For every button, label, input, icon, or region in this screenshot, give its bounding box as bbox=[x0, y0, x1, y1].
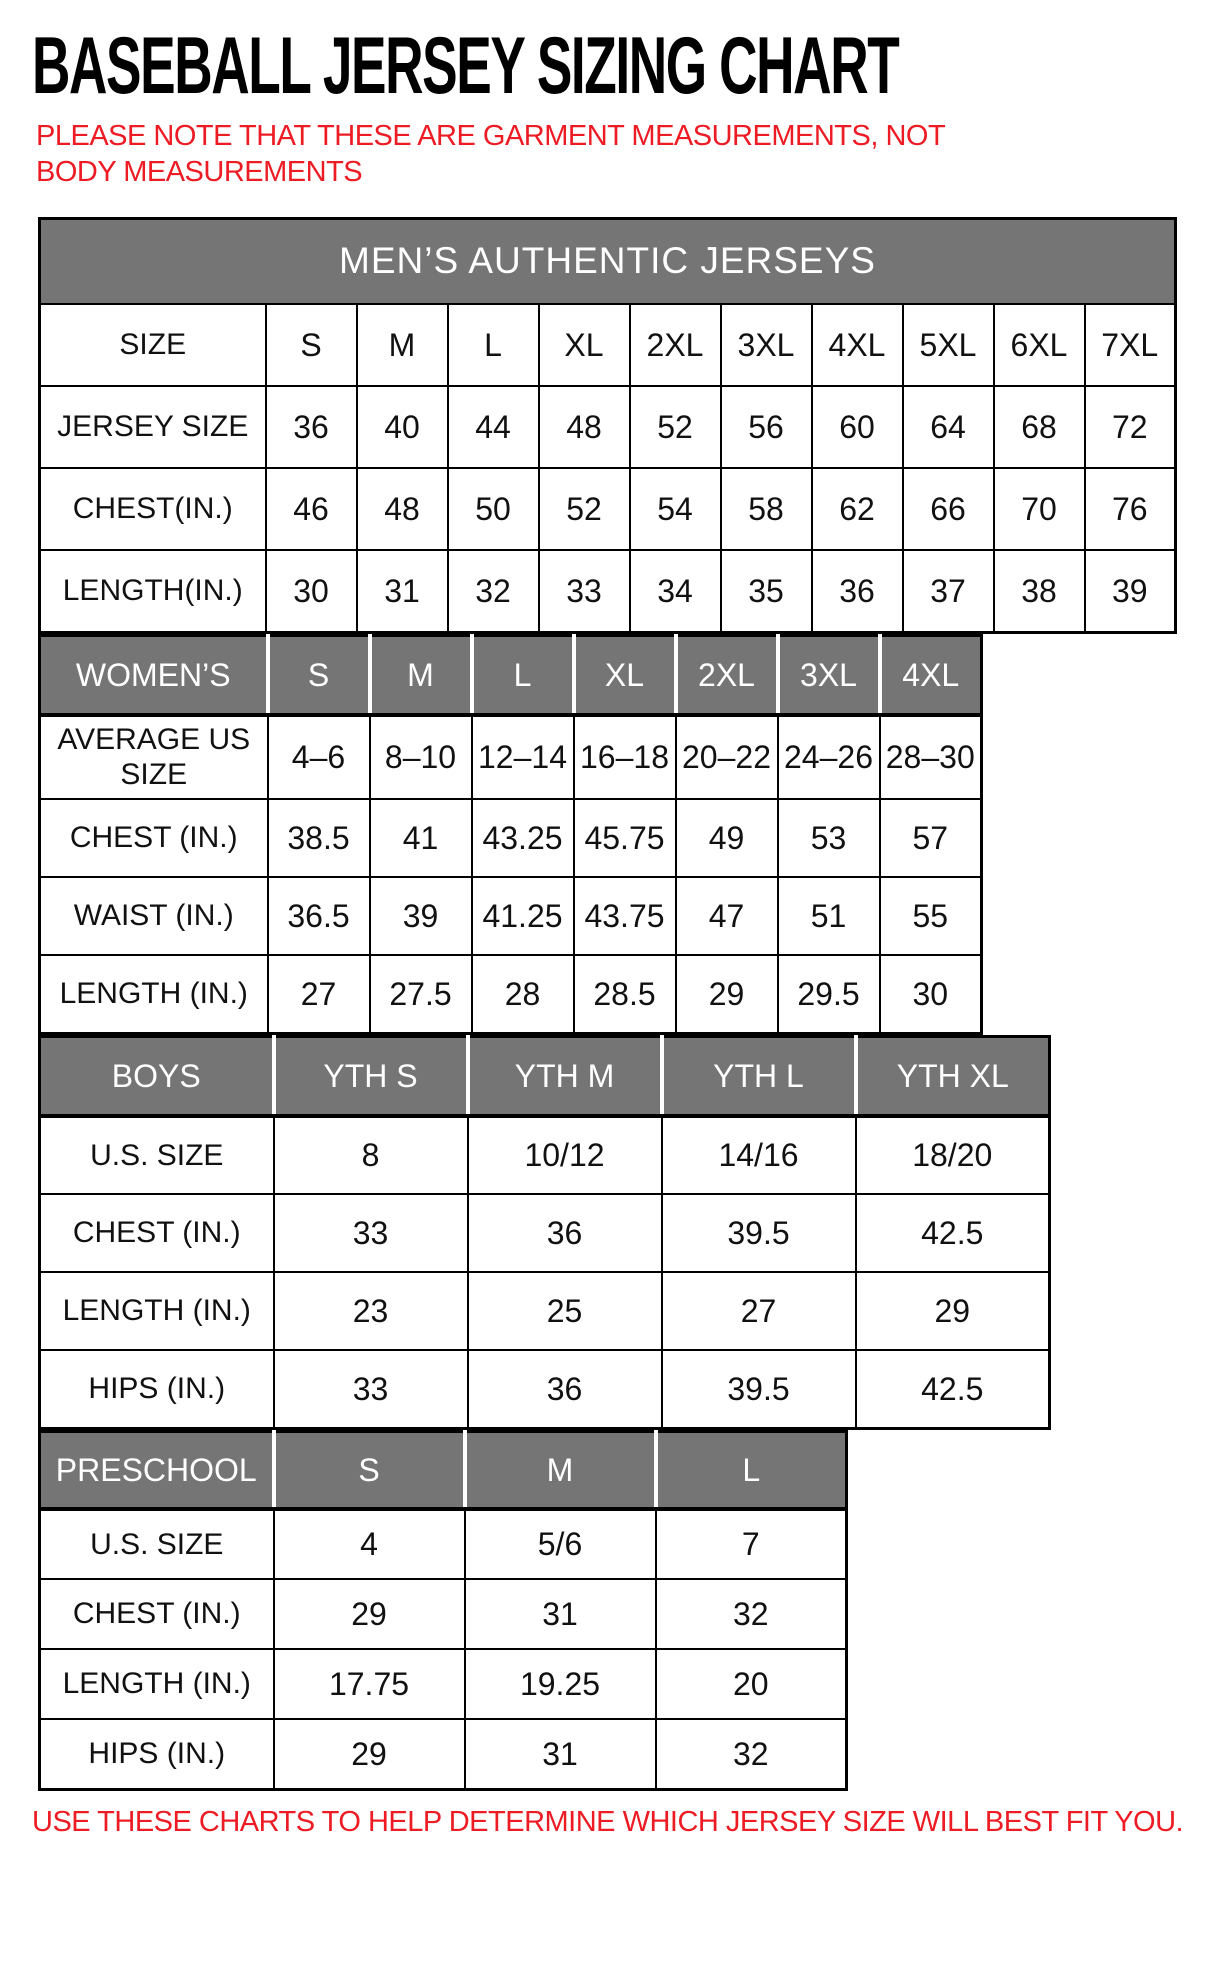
mens-value-cell: 60 bbox=[812, 386, 903, 468]
womens-value-cell: 41.25 bbox=[472, 877, 574, 955]
mens-table-row bbox=[40, 386, 1176, 468]
womens-value-cell: 27.5 bbox=[370, 955, 472, 1033]
mens-row-label: LENGTH(IN.) bbox=[40, 550, 266, 632]
mens-value-cell: 70 bbox=[994, 468, 1085, 550]
boys-value-cell: 8 bbox=[274, 1116, 468, 1194]
womens-value-cell: 57 bbox=[880, 799, 982, 877]
mens-value-cell: 52 bbox=[539, 468, 630, 550]
preschool-value-cell: 19.25 bbox=[465, 1649, 656, 1719]
preschool-size-table bbox=[38, 1430, 848, 1791]
womens-value-cell: 20–22 bbox=[676, 715, 778, 799]
mens-value-cell: 58 bbox=[721, 468, 812, 550]
boys-row-label: HIPS (IN.) bbox=[40, 1350, 274, 1428]
womens-value-cell: 24–26 bbox=[778, 715, 880, 799]
preschool-column-header: S bbox=[274, 1431, 465, 1509]
boys-table-row bbox=[40, 1350, 1050, 1428]
mens-value-cell: 30 bbox=[266, 550, 357, 632]
mens-value-cell: 54 bbox=[630, 468, 721, 550]
womens-value-cell: 28–30 bbox=[880, 715, 982, 799]
womens-column-header: XL bbox=[574, 635, 676, 715]
boys-value-cell: 10/12 bbox=[468, 1116, 662, 1194]
preschool-value-cell: 29 bbox=[274, 1579, 465, 1649]
boys-value-cell: 42.5 bbox=[856, 1350, 1050, 1428]
boys-row-label: CHEST (IN.) bbox=[40, 1194, 274, 1272]
womens-size-table bbox=[38, 634, 983, 1035]
womens-value-cell: 29 bbox=[676, 955, 778, 1033]
boys-value-cell: 29 bbox=[856, 1272, 1050, 1350]
mens-header-label: SIZE bbox=[40, 304, 266, 386]
mens-column-header: XL bbox=[539, 304, 630, 386]
womens-column-header: 4XL bbox=[880, 635, 982, 715]
mens-value-cell: 36 bbox=[266, 386, 357, 468]
page-title: BASEBALL JERSEY SIZING CHART bbox=[32, 20, 899, 111]
womens-table-row bbox=[40, 877, 982, 955]
boys-column-header: YTH M bbox=[468, 1036, 662, 1116]
mens-column-header: 7XL bbox=[1085, 304, 1176, 386]
mens-size-table bbox=[38, 217, 1177, 634]
mens-value-cell: 39 bbox=[1085, 550, 1176, 632]
mens-column-header: M bbox=[357, 304, 448, 386]
mens-table-row bbox=[40, 550, 1176, 632]
mens-value-cell: 32 bbox=[448, 550, 539, 632]
boys-value-cell: 18/20 bbox=[856, 1116, 1050, 1194]
mens-value-cell: 40 bbox=[357, 386, 448, 468]
womens-value-cell: 47 bbox=[676, 877, 778, 955]
size-tables-container bbox=[30, 217, 1192, 1791]
mens-value-cell: 33 bbox=[539, 550, 630, 632]
womens-value-cell: 4–6 bbox=[268, 715, 370, 799]
womens-value-cell: 45.75 bbox=[574, 799, 676, 877]
boys-value-cell: 39.5 bbox=[662, 1350, 856, 1428]
mens-value-cell: 48 bbox=[539, 386, 630, 468]
womens-value-cell: 51 bbox=[778, 877, 880, 955]
womens-value-cell: 53 bbox=[778, 799, 880, 877]
womens-value-cell: 43.75 bbox=[574, 877, 676, 955]
preschool-table-row bbox=[40, 1509, 847, 1579]
garment-measurements-note: PLEASE NOTE THAT THESE ARE GARMENT MEASUREMENTS, NOT BODY MEASUREMENTS bbox=[36, 119, 945, 189]
womens-row-label: CHEST (IN.) bbox=[40, 799, 268, 877]
mens-value-cell: 36 bbox=[812, 550, 903, 632]
mens-value-cell: 50 bbox=[448, 468, 539, 550]
womens-column-header: L bbox=[472, 635, 574, 715]
mens-value-cell: 35 bbox=[721, 550, 812, 632]
boys-value-cell: 27 bbox=[662, 1272, 856, 1350]
womens-value-cell: 38.5 bbox=[268, 799, 370, 877]
mens-column-header: 4XL bbox=[812, 304, 903, 386]
preschool-value-cell: 31 bbox=[465, 1719, 656, 1789]
preschool-value-cell: 7 bbox=[656, 1509, 847, 1579]
preschool-table-row bbox=[40, 1579, 847, 1649]
womens-header-label: WOMEN’S bbox=[40, 635, 268, 715]
preschool-column-header: M bbox=[465, 1431, 656, 1509]
preschool-value-cell: 17.75 bbox=[274, 1649, 465, 1719]
womens-column-header: 2XL bbox=[676, 635, 778, 715]
womens-column-header: S bbox=[268, 635, 370, 715]
preschool-value-cell: 4 bbox=[274, 1509, 465, 1579]
womens-value-cell: 28.5 bbox=[574, 955, 676, 1033]
womens-value-cell: 49 bbox=[676, 799, 778, 877]
womens-row-label: AVERAGE US SIZE bbox=[40, 715, 268, 799]
preschool-row-label: U.S. SIZE bbox=[40, 1509, 274, 1579]
boys-table-row bbox=[40, 1272, 1050, 1350]
boys-column-header: YTH L bbox=[662, 1036, 856, 1116]
boys-table-row bbox=[40, 1116, 1050, 1194]
mens-value-cell: 72 bbox=[1085, 386, 1176, 468]
preschool-value-cell: 31 bbox=[465, 1579, 656, 1649]
preschool-column-header: L bbox=[656, 1431, 847, 1509]
preschool-value-cell: 32 bbox=[656, 1579, 847, 1649]
boys-value-cell: 33 bbox=[274, 1350, 468, 1428]
mens-value-cell: 37 bbox=[903, 550, 994, 632]
mens-value-cell: 46 bbox=[266, 468, 357, 550]
mens-row-label: JERSEY SIZE bbox=[40, 386, 266, 468]
preschool-table-row bbox=[40, 1719, 847, 1789]
boys-value-cell: 36 bbox=[468, 1194, 662, 1272]
preschool-value-cell: 20 bbox=[656, 1649, 847, 1719]
mens-value-cell: 44 bbox=[448, 386, 539, 468]
womens-value-cell: 8–10 bbox=[370, 715, 472, 799]
boys-value-cell: 39.5 bbox=[662, 1194, 856, 1272]
womens-value-cell: 41 bbox=[370, 799, 472, 877]
womens-row-label: LENGTH (IN.) bbox=[40, 955, 268, 1033]
boys-value-cell: 33 bbox=[274, 1194, 468, 1272]
preschool-table-row bbox=[40, 1649, 847, 1719]
fit-advice-footer: USE THESE CHARTS TO HELP DETERMINE WHICH JERSEY SIZE WILL BEST FIT YOU. bbox=[32, 1805, 1184, 1838]
boys-column-header: YTH S bbox=[274, 1036, 468, 1116]
boys-value-cell: 36 bbox=[468, 1350, 662, 1428]
mens-value-cell: 76 bbox=[1085, 468, 1176, 550]
womens-table-row bbox=[40, 955, 982, 1033]
mens-value-cell: 64 bbox=[903, 386, 994, 468]
mens-column-header: L bbox=[448, 304, 539, 386]
boys-table-row bbox=[40, 1194, 1050, 1272]
mens-value-cell: 68 bbox=[994, 386, 1085, 468]
preschool-value-cell: 29 bbox=[274, 1719, 465, 1789]
mens-value-cell: 38 bbox=[994, 550, 1085, 632]
mens-value-cell: 66 bbox=[903, 468, 994, 550]
preschool-row-label: LENGTH (IN.) bbox=[40, 1649, 274, 1719]
mens-column-header: 2XL bbox=[630, 304, 721, 386]
womens-table-row bbox=[40, 715, 982, 799]
mens-value-cell: 62 bbox=[812, 468, 903, 550]
boys-value-cell: 42.5 bbox=[856, 1194, 1050, 1272]
womens-value-cell: 28 bbox=[472, 955, 574, 1033]
boys-size-table bbox=[38, 1035, 1051, 1430]
preschool-value-cell: 32 bbox=[656, 1719, 847, 1789]
womens-value-cell: 16–18 bbox=[574, 715, 676, 799]
preschool-value-cell: 5/6 bbox=[465, 1509, 656, 1579]
womens-value-cell: 55 bbox=[880, 877, 982, 955]
mens-table-banner: MEN’S AUTHENTIC JERSEYS bbox=[40, 218, 1176, 304]
preschool-header-label: PRESCHOOL bbox=[40, 1431, 274, 1509]
boys-row-label: LENGTH (IN.) bbox=[40, 1272, 274, 1350]
mens-value-cell: 52 bbox=[630, 386, 721, 468]
mens-column-header: S bbox=[266, 304, 357, 386]
mens-column-header: 3XL bbox=[721, 304, 812, 386]
womens-column-header: 3XL bbox=[778, 635, 880, 715]
womens-value-cell: 29.5 bbox=[778, 955, 880, 1033]
womens-value-cell: 36.5 bbox=[268, 877, 370, 955]
mens-column-header: 6XL bbox=[994, 304, 1085, 386]
boys-value-cell: 23 bbox=[274, 1272, 468, 1350]
mens-value-cell: 31 bbox=[357, 550, 448, 632]
womens-row-label: WAIST (IN.) bbox=[40, 877, 268, 955]
boys-header-label: BOYS bbox=[40, 1036, 274, 1116]
mens-column-header: 5XL bbox=[903, 304, 994, 386]
mens-value-cell: 48 bbox=[357, 468, 448, 550]
mens-table-row bbox=[40, 468, 1176, 550]
mens-row-label: CHEST(IN.) bbox=[40, 468, 266, 550]
womens-value-cell: 39 bbox=[370, 877, 472, 955]
womens-value-cell: 12–14 bbox=[472, 715, 574, 799]
boys-row-label: U.S. SIZE bbox=[40, 1116, 274, 1194]
womens-table-row bbox=[40, 799, 982, 877]
boys-value-cell: 14/16 bbox=[662, 1116, 856, 1194]
mens-value-cell: 56 bbox=[721, 386, 812, 468]
mens-value-cell: 34 bbox=[630, 550, 721, 632]
womens-value-cell: 30 bbox=[880, 955, 982, 1033]
preschool-row-label: HIPS (IN.) bbox=[40, 1719, 274, 1789]
womens-column-header: M bbox=[370, 635, 472, 715]
womens-value-cell: 43.25 bbox=[472, 799, 574, 877]
preschool-row-label: CHEST (IN.) bbox=[40, 1579, 274, 1649]
boys-value-cell: 25 bbox=[468, 1272, 662, 1350]
womens-value-cell: 27 bbox=[268, 955, 370, 1033]
boys-column-header: YTH XL bbox=[856, 1036, 1050, 1116]
